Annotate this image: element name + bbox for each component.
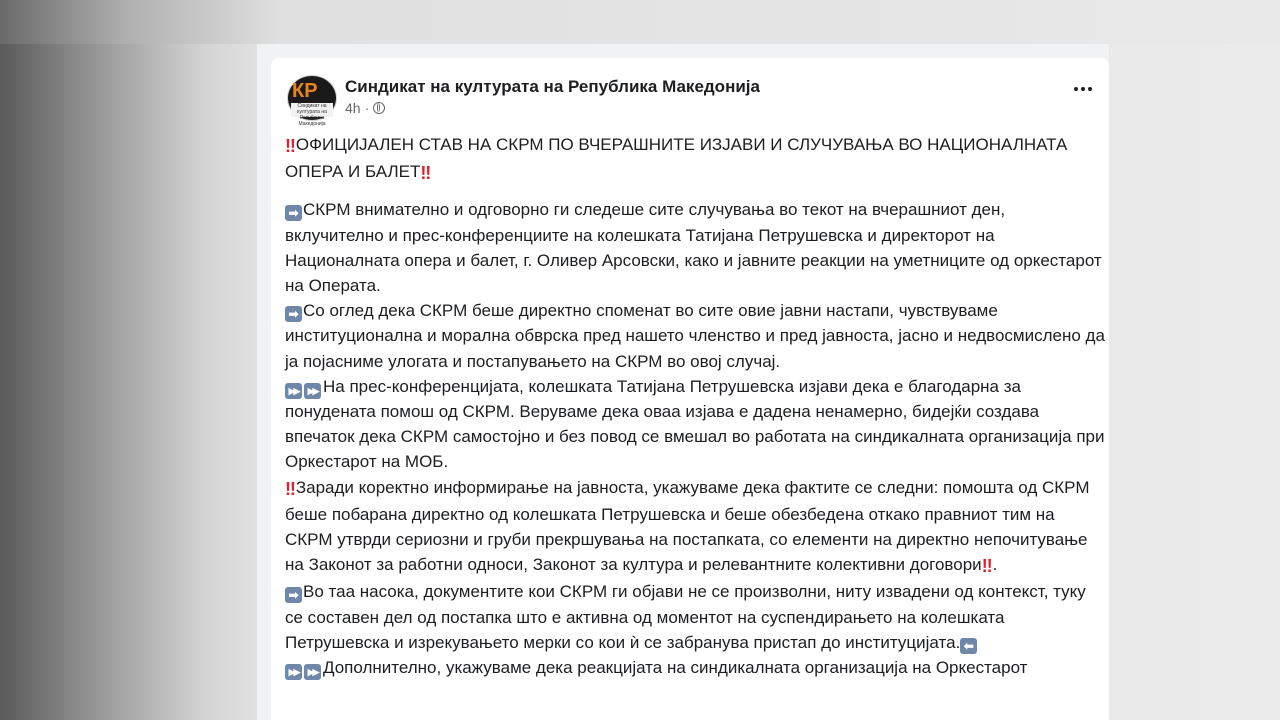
avatar-subtitle: Синдикат на културата на Република Македонија: [291, 103, 333, 117]
right-arrow-icon: ➡: [285, 306, 302, 322]
meta-separator: ·: [364, 100, 370, 116]
fast-forward-icon: ▶▶: [285, 664, 302, 680]
right-arrow-icon: ➡: [285, 205, 302, 221]
post-paragraph-6: ▶▶ ▶▶ Дополнително, укажуваме дека реакцијата на синдикалната организација на Оркестарот: [285, 655, 1105, 680]
facebook-post-card: [271, 58, 1109, 720]
globe-icon[interactable]: [373, 102, 385, 114]
left-arrow-icon: ⬅: [960, 638, 977, 654]
double-exclamation-icon: ‼: [285, 136, 295, 156]
post-paragraph-4: ‼Заради коректно информирање на јавноста, укажуваме дека фактите се следни: помошта од СКРМ беше побарана директно од колешката Петрушевска и беше обезбедена откако правниот тим на СКРМ утврди сериозни и груби прекршувања на постапката, со елементи на директно непочитување на Законот за работни односи, Законот за култура и релевантните колективни договори‼.: [285, 475, 1105, 580]
post-body: [285, 132, 1105, 680]
fast-forward-icon: ▶▶: [285, 383, 302, 399]
double-exclamation-icon: ‼: [420, 163, 431, 184]
page-avatar[interactable]: [287, 75, 337, 127]
post-header: [287, 75, 1087, 127]
post-paragraph-5: ➡ Во таа насока, документите кои СКРМ ги објави не се произволни, ниту извадени од контекст, туку се составен дел од постапка што е активна од моментот на суспендирањето на колешката Петрушевска и изрекувањето мерки со кои ѝ се забранува пристап до институцијата. ⬅: [285, 582, 1086, 653]
post-timestamp[interactable]: 4h: [345, 100, 361, 116]
fast-forward-icon: ▶▶: [304, 383, 321, 399]
post-paragraph-title: ‼ОФИЦИЈАЛЕН СТАВ НА СКРМ ПО ВЧЕРАШНИТЕ ИЗЈАВИ И СЛУЧУВАЊА ВО НАЦИОНАЛНАТА ОПЕРА И БАЛЕТ‼: [285, 132, 1105, 186]
avatar-logo: [292, 80, 332, 102]
more-options-icon[interactable]: [1071, 84, 1095, 94]
background-top-band: [0, 0, 1280, 44]
right-arrow-icon: ➡: [285, 587, 302, 603]
avatar-logo-letters: КР: [292, 80, 318, 102]
post-paragraph-1: ➡ СКРМ внимателно и одговорно ги следеше сите случувања во текот на вчерашниот ден, вклучително и прес-конференциите на колешката Татијана Петрушевска и директорот на Националната опера и балет, г. Оливер Арсовски, како и јавните реакции на уметниците од оркестарот на Операта.: [285, 200, 1102, 296]
post-paragraph-3: ▶▶ ▶▶ На прес-конференцијата, колешката Татијана Петрушевска изјави дека е благодарна за понудената помош од СКРМ. Веруваме дека оваа изјава е дадена ненамерно, бидејќи создава впечаток дека СКРМ самостојно и без повод се вмешал во работата на синдикалната организација при Оркестарот на МОБ.: [285, 376, 1105, 472]
post-paragraph-2: ➡ Со оглед дека СКРМ беше директно споменат во сите овие јавни настапи, чувствуваме институционална и морална обврска пред нашето членство и пред јавноста, јасно и недвосмислено да ја појасниме улогата и постапувањето на СКРМ во овој случај.: [285, 301, 1105, 371]
post-meta: [345, 100, 385, 116]
double-exclamation-icon: ‼: [981, 556, 992, 577]
double-exclamation-icon: ‼: [285, 478, 295, 499]
fast-forward-icon: ▶▶: [304, 664, 321, 680]
page-name-link[interactable]: Синдикат на културата на Република Македонија: [345, 77, 760, 96]
